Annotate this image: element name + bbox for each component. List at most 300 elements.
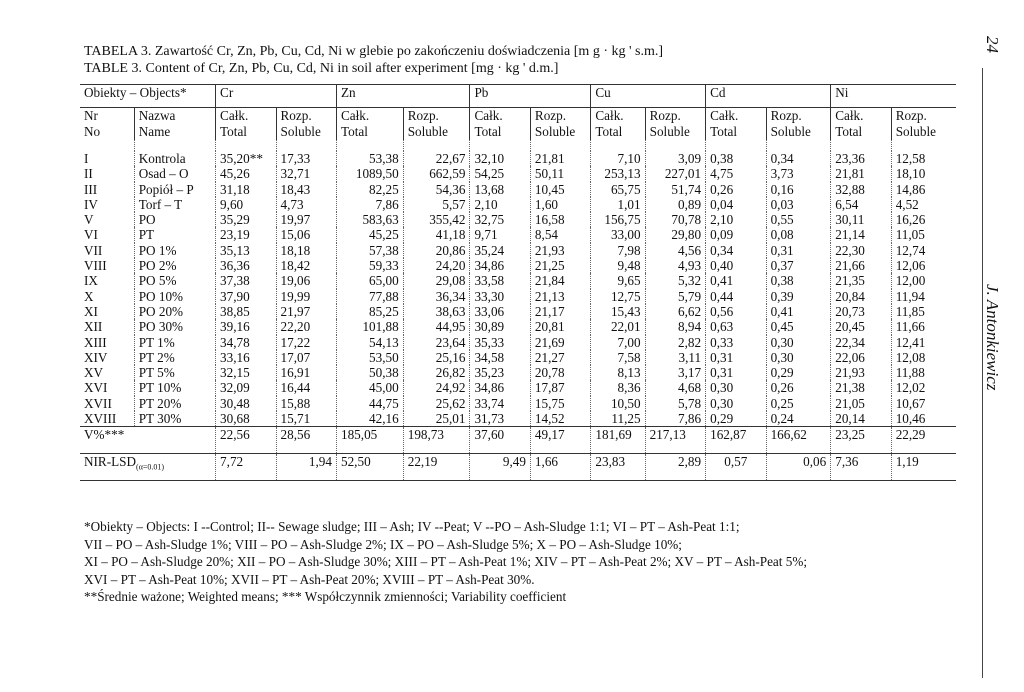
table-row [80, 166, 956, 181]
table-cell: 4,75 [706, 166, 766, 181]
row-number: II [84, 166, 93, 182]
table-cell: 21,81 [831, 166, 891, 181]
table-cell: 9,48 [591, 258, 645, 273]
table-cell: 0,04 [706, 197, 766, 212]
table-cell: 30,68 [216, 411, 276, 427]
row-number: XIII [84, 334, 107, 350]
row-number: XV [84, 365, 104, 381]
table-cell: 53,50 [336, 350, 403, 365]
table-cell: 70,78 [645, 212, 705, 227]
header-soluble: Rozp. Soluble [891, 108, 956, 141]
table-cell: 5,78 [645, 396, 705, 411]
table-cell: 44,95 [403, 319, 470, 334]
row-name: Osad – O [134, 166, 215, 181]
row-number: IV [84, 196, 98, 212]
table-cell: 21,13 [530, 289, 590, 304]
table-cell: 59,33 [336, 258, 403, 273]
table-cell: 6,54 [831, 197, 891, 212]
table-cell: 0,55 [766, 212, 831, 227]
table-cell: 13,68 [470, 182, 530, 197]
table-cell: 4,93 [645, 258, 705, 273]
table-row [80, 289, 956, 304]
table-cell: 8,13 [591, 365, 645, 380]
table-cell: 3,09 [645, 151, 705, 166]
page-number: 24 [983, 36, 1002, 53]
table-cell: 32,75 [470, 212, 530, 227]
table-cell: 21,93 [831, 365, 891, 380]
table-cell: 65,75 [591, 182, 645, 197]
table-row [80, 197, 956, 212]
summary-cell: 0,57 [706, 454, 766, 481]
table-cell: 22,01 [591, 319, 645, 334]
row-name: PT 20% [134, 396, 215, 411]
table-cell: 44,75 [336, 396, 403, 411]
table-cell: 0,40 [706, 258, 766, 273]
table-row [80, 151, 956, 166]
table-cell: 0,41 [766, 304, 831, 319]
header-element: Cu [591, 85, 706, 108]
table-cell: 25,16 [403, 350, 470, 365]
table-cell: 0,29 [766, 365, 831, 380]
table-cell: 4,52 [891, 197, 956, 212]
footnotes [84, 518, 807, 606]
table-row [80, 212, 956, 227]
table-cell: 33,30 [470, 289, 530, 304]
table-cell: 0,31 [706, 350, 766, 365]
table-cell: 7,00 [591, 335, 645, 350]
header-name: Nazwa Name [134, 108, 215, 141]
table-cell: 1,01 [591, 197, 645, 212]
footnote-line: XI – PO – Ash-Sludge 20%; XII – PO – Ash-Sludge 30%; XIII – PT – Ash-Peat 1%; XIV – PT – Ash-Peat 2%; XV – PT – Ash-Peat 5%; [84, 554, 807, 570]
table-cell: 21,81 [530, 151, 590, 166]
table-cell: 9,65 [591, 273, 645, 288]
table-cell: 19,97 [276, 212, 336, 227]
row-number: XII [84, 319, 103, 335]
table-cell: 0,29 [706, 411, 766, 427]
footnote-line: XVI – PT – Ash-Peat 10%; XVII – PT – Ash-Peat 20%; XVIII – PT – Ash-Peat 30%. [84, 571, 535, 587]
table-cell: 15,06 [276, 227, 336, 242]
table-cell: 65,00 [336, 273, 403, 288]
table-cell: 0,37 [766, 258, 831, 273]
table-cell: 0,30 [706, 396, 766, 411]
table-cell: 12,02 [891, 380, 956, 395]
table-cell: 32,09 [216, 380, 276, 395]
row-number: I [84, 151, 89, 166]
header-element: Cr [216, 85, 337, 108]
table-cell: 42,16 [336, 411, 403, 427]
row-name: Popiół – P [134, 182, 215, 197]
table-cell: 21,66 [831, 258, 891, 273]
table-cell: 22,30 [831, 243, 891, 258]
table-cell: 15,43 [591, 304, 645, 319]
table-cell: 12,00 [891, 273, 956, 288]
table-cell: 0,30 [766, 350, 831, 365]
table-cell: 37,38 [216, 273, 276, 288]
summary-cell: 1,19 [891, 454, 956, 481]
table-cell: 33,74 [470, 396, 530, 411]
table-cell: 33,16 [216, 350, 276, 365]
table-cell: 35,20** [216, 151, 276, 166]
summary-cell: 2,89 [645, 454, 705, 481]
table-cell: 21,27 [530, 350, 590, 365]
table-cell: 34,58 [470, 350, 530, 365]
table-cell: 0,09 [706, 227, 766, 242]
row-name: PT 1% [134, 335, 215, 350]
table-row [80, 258, 956, 273]
table-cell: 0,33 [706, 335, 766, 350]
table-cell: 39,16 [216, 319, 276, 334]
table-cell: 4,56 [645, 243, 705, 258]
table-cell: 21,93 [530, 243, 590, 258]
summary-cell: 52,50 [336, 454, 403, 481]
summary-cell: 23,83 [591, 454, 645, 481]
table-cell: 34,78 [216, 335, 276, 350]
row-number: VII [84, 242, 103, 258]
table-cell: 12,75 [591, 289, 645, 304]
table-cell: 0,39 [766, 289, 831, 304]
table-cell: 11,25 [591, 411, 645, 427]
table-cell: 11,85 [891, 304, 956, 319]
table-cell: 20,14 [831, 411, 891, 427]
table-cell: 0,38 [766, 273, 831, 288]
table-cell: 17,22 [276, 335, 336, 350]
table-cell: 22,06 [831, 350, 891, 365]
row-number: VIII [84, 258, 107, 274]
table-cell: 34,86 [470, 380, 530, 395]
table-cell: 23,19 [216, 227, 276, 242]
table-cell: 21,14 [831, 227, 891, 242]
table-row [80, 411, 956, 427]
row-name: PT 10% [134, 380, 215, 395]
table-cell: 23,36 [831, 151, 891, 166]
row-number: VI [84, 227, 98, 243]
table-cell: 20,86 [403, 243, 470, 258]
summary-cell: 9,49 [470, 454, 530, 481]
row-name: PO [134, 212, 215, 227]
table-cell: 53,38 [336, 151, 403, 166]
table-cell: 36,36 [216, 258, 276, 273]
table-cell: 0,38 [706, 151, 766, 166]
table-cell: 77,88 [336, 289, 403, 304]
summary-label: V%*** [80, 427, 216, 454]
table-cell: 0,08 [766, 227, 831, 242]
row-name: PT 30% [134, 411, 215, 427]
table-cell: 21,84 [530, 273, 590, 288]
table-cell: 38,85 [216, 304, 276, 319]
footnote-line: *Obiekty – Objects: I --Control; II-- Sewage sludge; III – Ash; IV --Peat; V --PO – Ash-Sludge 1:1; VI – PT – Ash-Peat 1:1; [84, 519, 740, 534]
summary-cell: 7,36 [831, 454, 891, 481]
table-cell: 0,03 [766, 197, 831, 212]
table-cell: 18,10 [891, 166, 956, 181]
summary-cell: 181,69 [591, 427, 645, 454]
header-soluble: Rozp. Soluble [530, 108, 590, 141]
table-cell: 30,11 [831, 212, 891, 227]
table-cell: 662,59 [403, 166, 470, 181]
table-row [80, 380, 956, 395]
row-name: PO 1% [134, 243, 215, 258]
summary-cell: 28,56 [276, 427, 336, 454]
table-cell: 20,81 [530, 319, 590, 334]
table-cell: 38,63 [403, 304, 470, 319]
table-cell: 0,45 [766, 319, 831, 334]
caption-polish: TABELA 3. Zawartość Cr, Zn, Pb, Cu, Cd, Ni w glebie po zakończeniu doświadczenia [m g · kg ' s.m.] [84, 44, 663, 59]
table-row [80, 350, 956, 365]
table-cell: 33,00 [591, 227, 645, 242]
table-row [80, 319, 956, 334]
footnote-line: **Średnie ważone; Weighted means; *** Współczynnik zmienności; Variability coefficient [84, 589, 567, 605]
table-cell: 16,58 [530, 212, 590, 227]
row-name: PO 2% [134, 258, 215, 273]
table-row [80, 396, 956, 411]
row-name: Torf – T [134, 197, 215, 212]
summary-cell: 1,94 [276, 454, 336, 481]
table-cell: 35,13 [216, 243, 276, 258]
row-number: III [84, 181, 98, 197]
header-nr: Nr No [84, 108, 101, 139]
table-cell: 0,31 [706, 365, 766, 380]
table-cell: 26,82 [403, 365, 470, 380]
table-cell: 7,86 [645, 411, 705, 427]
table-cell: 50,38 [336, 365, 403, 380]
row-name: PT 2% [134, 350, 215, 365]
row-name: PO 5% [134, 273, 215, 288]
header-row-elements [80, 85, 956, 108]
table-cell: 21,35 [831, 273, 891, 288]
row-number: XI [84, 303, 98, 319]
table-cell: 227,01 [645, 166, 705, 181]
table-cell: 0,30 [766, 335, 831, 350]
table-cell: 20,84 [831, 289, 891, 304]
row-number: X [84, 288, 94, 304]
table-cell: 7,10 [591, 151, 645, 166]
table-cell: 18,43 [276, 182, 336, 197]
table-cell: 15,71 [276, 411, 336, 427]
table-cell: 0,26 [766, 380, 831, 395]
table-cell: 25,62 [403, 396, 470, 411]
table-cell: 11,05 [891, 227, 956, 242]
header-element: Zn [336, 85, 469, 108]
table-cell: 11,88 [891, 365, 956, 380]
table-cell: 7,86 [336, 197, 403, 212]
table-cell: 85,25 [336, 304, 403, 319]
table-row [80, 182, 956, 197]
table-cell: 51,74 [645, 182, 705, 197]
header-objects: Obiekty – Objects* [80, 85, 216, 108]
table-cell: 15,75 [530, 396, 590, 411]
table-cell: 8,36 [591, 380, 645, 395]
table-cell: 45,00 [336, 380, 403, 395]
table-cell: 0,89 [645, 197, 705, 212]
table-cell: 12,41 [891, 335, 956, 350]
table-cell: 16,44 [276, 380, 336, 395]
table-cell: 2,82 [645, 335, 705, 350]
table-cell: 25,01 [403, 411, 470, 427]
row-number: XVII [84, 395, 112, 411]
table-cell: 5,79 [645, 289, 705, 304]
table-cell: 41,18 [403, 227, 470, 242]
table-cell: 29,80 [645, 227, 705, 242]
summary-cell: 162,87 [706, 427, 766, 454]
table-cell: 0,34 [766, 151, 831, 166]
table-cell: 54,36 [403, 182, 470, 197]
table-cell: 54,13 [336, 335, 403, 350]
table-cell: 0,26 [706, 182, 766, 197]
table-row [80, 365, 956, 380]
table-cell: 35,24 [470, 243, 530, 258]
table-cell: 21,25 [530, 258, 590, 273]
table-cell: 57,38 [336, 243, 403, 258]
table-row [80, 227, 956, 242]
summary-cell: 22,29 [891, 427, 956, 454]
table-cell: 5,32 [645, 273, 705, 288]
summary-row [80, 454, 956, 481]
header-element: Pb [470, 85, 591, 108]
table-cell: 12,06 [891, 258, 956, 273]
table-cell: 31,18 [216, 182, 276, 197]
row-number: XVIII [84, 411, 117, 427]
table-cell: 33,58 [470, 273, 530, 288]
table-cell: 8,54 [530, 227, 590, 242]
table-cell: 21,69 [530, 335, 590, 350]
table-cell: 12,74 [891, 243, 956, 258]
table-cell: 23,64 [403, 335, 470, 350]
summary-cell: 49,17 [530, 427, 590, 454]
table-cell: 35,23 [470, 365, 530, 380]
spacer-row [80, 140, 956, 151]
header-total: Całk. Total [706, 108, 766, 141]
table-cell: 4,73 [276, 197, 336, 212]
summary-cell: 7,72 [216, 454, 276, 481]
table-cell: 3,11 [645, 350, 705, 365]
summary-cell: 198,73 [403, 427, 470, 454]
table-cell: 20,78 [530, 365, 590, 380]
table-cell: 30,48 [216, 396, 276, 411]
table-cell: 7,58 [591, 350, 645, 365]
table-cell: 2,10 [470, 197, 530, 212]
table-cell: 24,20 [403, 258, 470, 273]
table-cell: 1,60 [530, 197, 590, 212]
table-cell: 18,42 [276, 258, 336, 273]
table-cell: 4,68 [645, 380, 705, 395]
header-total: Całk. Total [831, 108, 891, 141]
table-cell: 0,56 [706, 304, 766, 319]
table-cell: 9,71 [470, 227, 530, 242]
header-soluble: Rozp. Soluble [276, 108, 336, 141]
summary-cell: 0,06 [766, 454, 831, 481]
table-cell: 21,17 [530, 304, 590, 319]
table-cell: 0,24 [766, 411, 831, 427]
table-cell: 10,50 [591, 396, 645, 411]
table-cell: 22,20 [276, 319, 336, 334]
table-cell: 32,15 [216, 365, 276, 380]
running-author: J. Antonkiewicz [983, 284, 1002, 391]
table-cell: 19,99 [276, 289, 336, 304]
table-cell: 3,17 [645, 365, 705, 380]
table-cell: 12,58 [891, 151, 956, 166]
table-cell: 3,73 [766, 166, 831, 181]
summary-cell: 1,66 [530, 454, 590, 481]
table-caption [84, 43, 663, 77]
row-number: IX [84, 273, 98, 289]
table-cell: 45,26 [216, 166, 276, 181]
table-cell: 0,63 [706, 319, 766, 334]
table-cell: 156,75 [591, 212, 645, 227]
table-cell: 35,29 [216, 212, 276, 227]
table-cell: 37,90 [216, 289, 276, 304]
header-soluble: Rozp. Soluble [766, 108, 831, 141]
table-cell: 54,25 [470, 166, 530, 181]
row-name: PO 30% [134, 319, 215, 334]
header-element: Ni [831, 85, 956, 108]
summary-row [80, 427, 956, 454]
table-cell: 31,73 [470, 411, 530, 427]
table-cell: 20,73 [831, 304, 891, 319]
table-cell: 22,67 [403, 151, 470, 166]
table-cell: 2,10 [706, 212, 766, 227]
table-cell: 21,97 [276, 304, 336, 319]
table-cell: 35,33 [470, 335, 530, 350]
table-cell: 20,45 [831, 319, 891, 334]
header-soluble: Rozp. Soluble [645, 108, 705, 141]
table-cell: 355,42 [403, 212, 470, 227]
row-number: XVI [84, 380, 108, 396]
table-cell: 18,18 [276, 243, 336, 258]
data-table [80, 84, 956, 481]
table-cell: 0,30 [706, 380, 766, 395]
summary-cell: 23,25 [831, 427, 891, 454]
table-cell: 33,06 [470, 304, 530, 319]
summary-label: NIR-$LSD_{(\alpha=0.01)}$ [80, 454, 216, 481]
table-cell: 253,13 [591, 166, 645, 181]
table-cell: 50,11 [530, 166, 590, 181]
footnote-line: VII – PO – Ash-Sludge 1%; VIII – PO – Ash-Sludge 2%; IX – PO – Ash-Sludge 5%; X – PO – Ash-Sludge 10%; [84, 536, 682, 552]
table-row [80, 273, 956, 288]
table-cell: 24,92 [403, 380, 470, 395]
table-cell: 32,88 [831, 182, 891, 197]
header-soluble: Rozp. Soluble [403, 108, 470, 141]
row-number: V [84, 212, 94, 228]
table-cell: 30,89 [470, 319, 530, 334]
table-cell: 101,88 [336, 319, 403, 334]
table-cell: 14,86 [891, 182, 956, 197]
table-cell: 32,10 [470, 151, 530, 166]
header-total: Całk. Total [336, 108, 403, 141]
row-name: PT 5% [134, 365, 215, 380]
table-cell: 17,07 [276, 350, 336, 365]
table-cell: 36,34 [403, 289, 470, 304]
header-row-columns [80, 108, 956, 141]
table-cell: 34,86 [470, 258, 530, 273]
summary-cell: 166,62 [766, 427, 831, 454]
table-cell: 21,38 [831, 380, 891, 395]
table-cell: 16,26 [891, 212, 956, 227]
table-cell: 0,44 [706, 289, 766, 304]
table-cell: 14,52 [530, 411, 590, 427]
table-cell: 10,46 [891, 411, 956, 427]
table-cell: 8,94 [645, 319, 705, 334]
table-cell: 10,67 [891, 396, 956, 411]
table-cell: 19,06 [276, 273, 336, 288]
table-cell: 10,45 [530, 182, 590, 197]
summary-cell: 37,60 [470, 427, 530, 454]
table-cell: 7,98 [591, 243, 645, 258]
row-name: PO 10% [134, 289, 215, 304]
header-total: Całk. Total [470, 108, 530, 141]
table-cell: 9,60 [216, 197, 276, 212]
table-cell: 21,05 [831, 396, 891, 411]
table-cell: 5,57 [403, 197, 470, 212]
caption-english: TABLE 3. Content of Cr, Zn, Pb, Cu, Cd, Ni in soil after experiment [mg · kg ' d.m.] [84, 61, 559, 76]
